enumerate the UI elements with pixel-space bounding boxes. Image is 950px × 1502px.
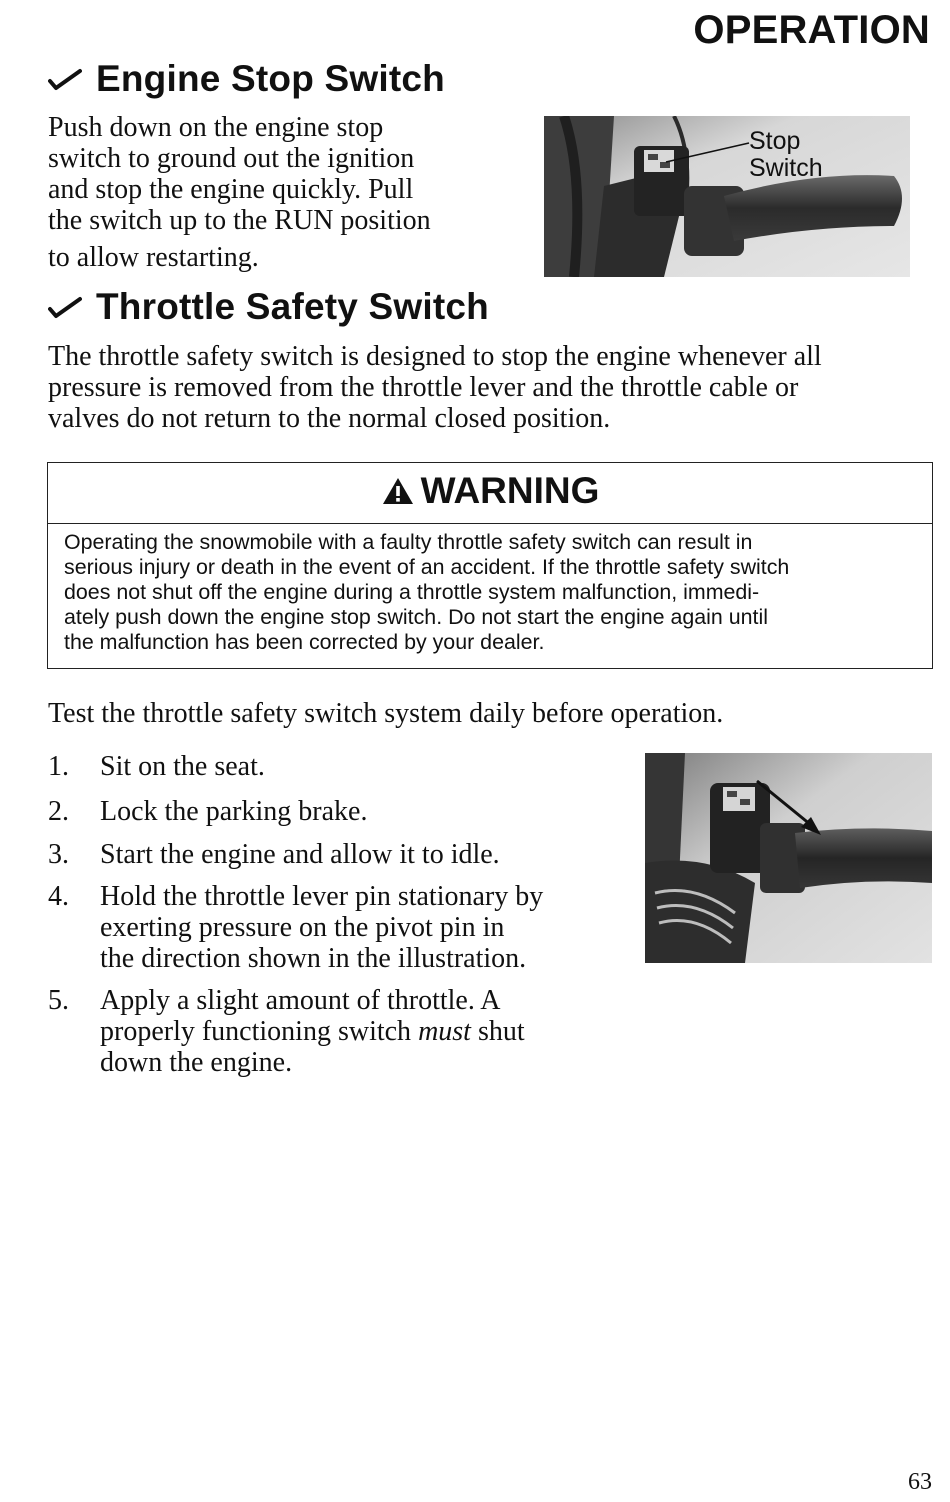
step-line: the direction shown in the illustration. <box>100 943 527 974</box>
text-line: to allow restarting. <box>48 242 259 273</box>
step-number: 4. <box>48 881 69 912</box>
step-line: down the engine. <box>100 1047 293 1078</box>
text-line: valves do not return to the normal closed position. <box>48 403 611 434</box>
text-line: pressure is removed from the throttle lever and the throttle cable or <box>48 372 799 403</box>
step-line: Hold the throttle lever pin stationary by <box>100 881 544 912</box>
label-line: Switch <box>749 154 823 182</box>
warning-line: ately push down the engine stop switch. Do not start the engine again until <box>64 605 768 629</box>
throttle-safety-heading <box>48 286 489 328</box>
engine-stop-paragraph <box>48 112 518 273</box>
warning-line: Operating the snowmobile with a faulty throttle safety switch can result in <box>64 530 753 554</box>
step-number: 3. <box>48 839 69 870</box>
page-number: 63 <box>908 1469 932 1495</box>
test-steps-list <box>48 751 608 1078</box>
warning-title: WARNING <box>420 470 600 511</box>
handlebar-illustration <box>544 116 910 277</box>
step-number: 2. <box>48 796 69 827</box>
step-text: properly functioning switch <box>100 1016 419 1047</box>
step-line <box>100 1016 608 1047</box>
step-number: 5. <box>48 985 69 1016</box>
stop-switch-photo <box>544 116 910 277</box>
warning-line: the malfunction has been corrected by your dealer. <box>64 630 545 654</box>
step-line: Lock the parking brake. <box>100 796 368 827</box>
warning-box <box>47 462 933 669</box>
throttle-safety-heading-text: Throttle Safety Switch <box>96 286 489 327</box>
list-item <box>48 839 608 870</box>
step-line: Apply a slight amount of throttle. A <box>100 985 501 1016</box>
throttle-safety-paragraph <box>48 341 928 434</box>
warning-body <box>48 524 932 655</box>
step-line: Start the engine and allow it to idle. <box>100 839 500 870</box>
text-line: and stop the engine quickly. Pull <box>48 174 414 205</box>
warning-triangle-icon <box>381 476 415 506</box>
test-intro: Test the throttle safety switch system daily before operation. <box>48 698 724 729</box>
warning-line: does not shut off the engine during a throttle system malfunction, immedi- <box>64 580 760 604</box>
throttle-lever-photo <box>645 753 932 963</box>
step-emphasis: must <box>418 1016 471 1047</box>
step-text: shut <box>470 1016 525 1047</box>
list-item <box>48 881 608 974</box>
checkmark-icon <box>48 68 82 92</box>
warning-line: serious injury or death in the event of an accident. If the throttle safety switch <box>64 555 790 579</box>
list-item <box>48 985 608 1078</box>
list-item <box>48 796 608 827</box>
checkmark-icon <box>48 296 82 320</box>
text-line: the switch up to the RUN position <box>48 205 431 236</box>
page-header-title: OPERATION <box>693 8 930 52</box>
text-line: Push down on the engine stop <box>48 112 384 143</box>
list-item <box>48 751 608 782</box>
stop-switch-label <box>749 128 823 182</box>
step-line: Sit on the seat. <box>100 751 265 782</box>
step-line: exerting pressure on the pivot pin in <box>100 912 505 943</box>
engine-stop-heading <box>48 58 445 100</box>
engine-stop-heading-text: Engine Stop Switch <box>96 58 445 99</box>
text-line: switch to ground out the ignition <box>48 143 415 174</box>
warning-header <box>48 463 932 524</box>
text-line: The throttle safety switch is designed to stop the engine whenever all <box>48 341 822 372</box>
step-number: 1. <box>48 751 69 782</box>
label-line: Stop <box>749 127 801 155</box>
throttle-illustration <box>645 753 932 963</box>
